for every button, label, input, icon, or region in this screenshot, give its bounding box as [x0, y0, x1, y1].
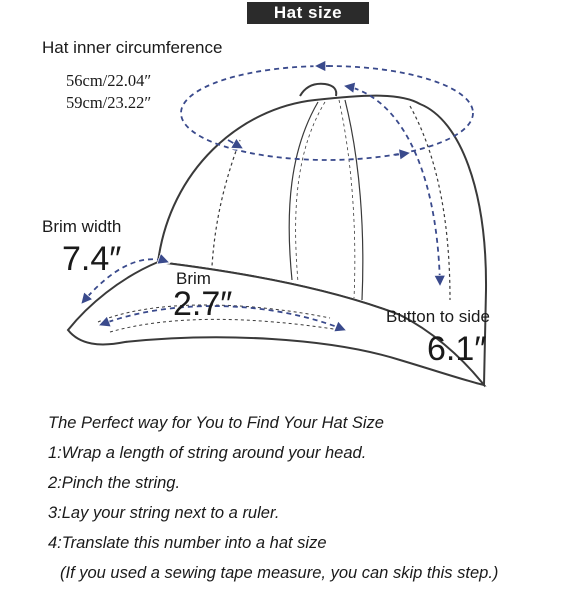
brim-label: Brim — [176, 269, 211, 288]
instruction-step-2: 2:Pinch the string. — [48, 474, 181, 492]
circumference-label: Hat inner circumference — [42, 38, 223, 57]
instructions-intro: The Perfect way for You to Find Your Hat Size — [48, 414, 384, 432]
brim-width-label: Brim width — [42, 217, 122, 236]
instruction-note: (If you used a sewing tape measure, you can skip this step.) — [60, 564, 499, 582]
button-to-side-label: Button to side — [386, 307, 490, 326]
brim-width-value: 7.4″ — [62, 240, 122, 278]
hat-size-badge: Hat size — [247, 2, 369, 24]
circumference-value-1: 56cm/22.04″ — [66, 71, 152, 90]
instruction-step-3: 3:Lay your string next to a ruler. — [48, 504, 280, 522]
button-to-side-value: 6.1″ — [427, 330, 487, 368]
instruction-step-1: 1:Wrap a length of string around your head. — [48, 444, 367, 462]
instructions — [48, 412, 578, 592]
circumference-value-2: 59cm/23.22″ — [66, 93, 152, 112]
instruction-step-4: 4:Translate this number into a hat size — [48, 534, 327, 552]
brim-value: 2.7″ — [173, 285, 233, 323]
